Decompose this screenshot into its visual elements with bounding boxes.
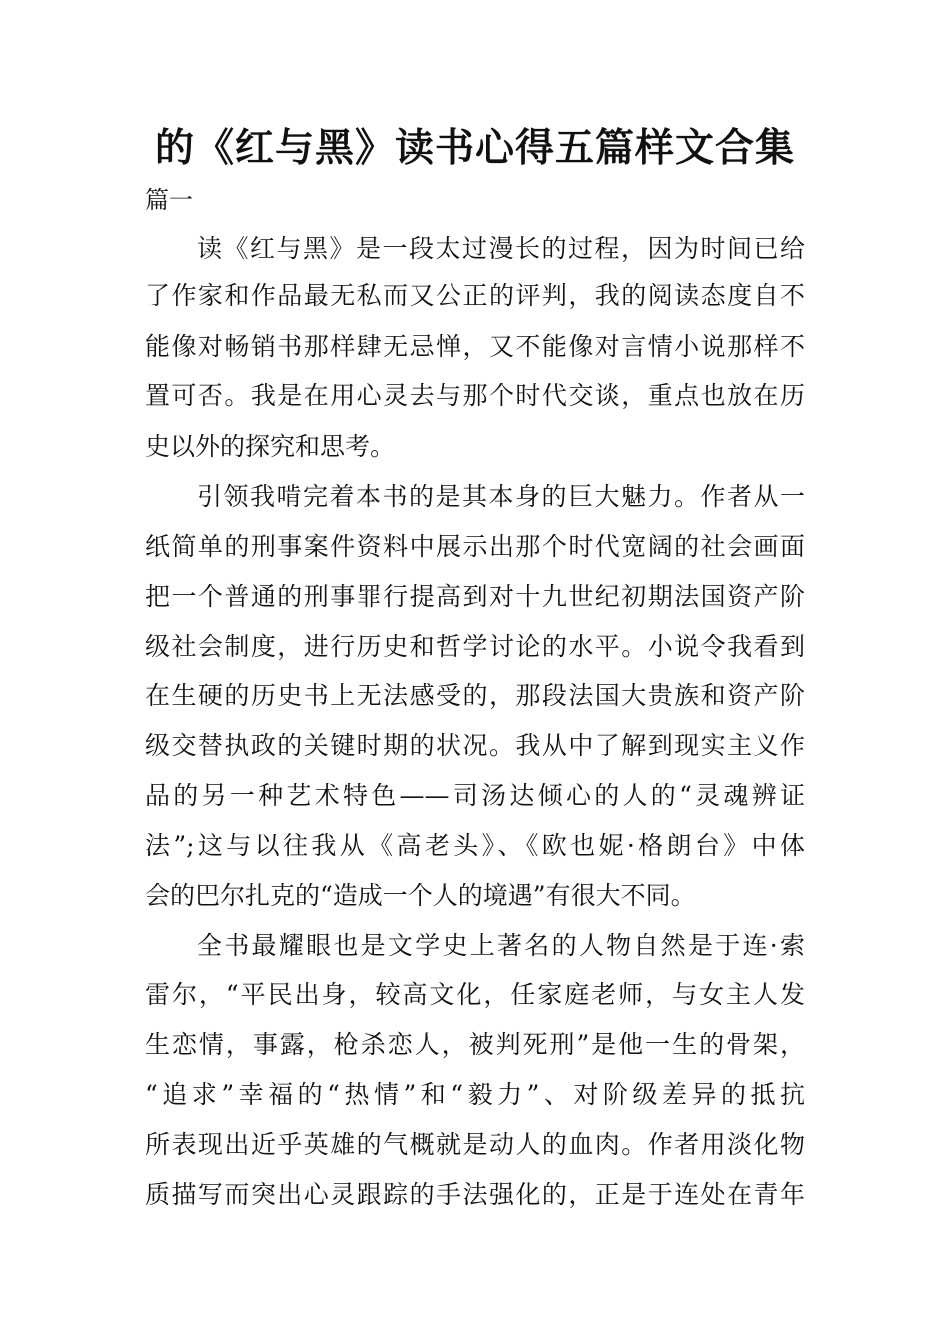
paragraph-line: 置可否。我是在用心灵去与那个时代交谈，重点也放在历 (145, 381, 805, 410)
paragraph-line: 在生硬的历史书上无法感受的，那段法国大贵族和资产阶 (145, 681, 805, 710)
paragraph-line: 史以外的探究和思考。 (145, 432, 396, 461)
paragraph-line: 能像对畅销书那样肆无忌惮，又不能像对言情小说那样不 (145, 332, 805, 361)
paragraph-line: 所表现出近乎英雄的气概就是动人的血肉。作者用淡化物 (145, 1130, 805, 1159)
paragraph-line: 会的巴尔扎克的“造成一个人的境遇”有很大不同。 (145, 881, 696, 910)
paragraph-line: 读《红与黑》是一段太过漫长的过程，因为时间已给 (197, 234, 805, 263)
paragraph-line: 生恋情，事露，枪杀恋人，被判死刑”是他一生的骨架， (145, 1030, 805, 1059)
paragraph-line: 全书最耀眼也是文学史上著名的人物自然是于连·索 (197, 931, 805, 960)
paragraph-line: 品的另一种艺术特色——司汤达倾心的人的“灵魂辨证 (145, 781, 805, 810)
paragraph-line: 引领我啃完着本书的是其本身的巨大魅力。作者从一 (197, 482, 805, 511)
paragraph-line: 雷尔，“平民出身，较高文化，任家庭老师，与女主人发 (145, 980, 805, 1009)
paragraph-line: 级社会制度，进行历史和哲学讨论的水平。小说令我看到 (145, 632, 805, 661)
paragraph-line: 纸简单的刑事案件资料中展示出那个时代宽阔的社会画面 (145, 532, 805, 561)
paragraph-line: 质描写而突出心灵跟踪的手法强化的，正是于连处在青年 (145, 1180, 805, 1209)
document-title: 的《红与黑》读书心得五篇样文合集 (154, 126, 795, 171)
paragraph-line: 级交替执政的关键时期的状况。我从中了解到现实主义作 (145, 731, 805, 760)
paragraph-line: 把一个普通的刑事罪行提高到对十九世纪初期法国资产阶 (145, 582, 805, 611)
paragraph-line: 了作家和作品最无私而又公正的评判，我的阅读态度自不 (145, 281, 805, 310)
paragraph-line: “追求”幸福的“热情”和“毅力”、对阶级差异的抵抗 (145, 1080, 805, 1109)
section-label: 篇一 (145, 186, 193, 214)
paragraph-line: 法”;这与以往我从《高老头》、《欧也妮·格朗台》中体 (145, 831, 805, 860)
